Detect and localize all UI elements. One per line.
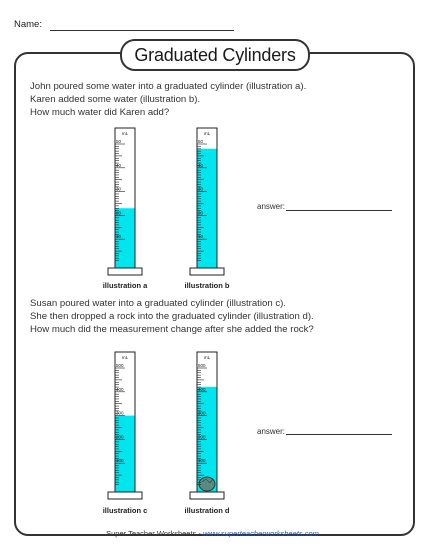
answer-label-2: answer: — [257, 427, 286, 436]
tick-label: 400 — [116, 386, 124, 392]
tick-label: 200 — [116, 434, 124, 440]
unit-label: mL — [121, 131, 129, 136]
answer-label-1: answer: — [257, 202, 286, 211]
name-line[interactable] — [50, 30, 234, 31]
caption-a: illustration a — [102, 281, 148, 290]
problem-line: Susan poured water into a graduated cylinder (illustration c). — [30, 298, 286, 309]
tick-label: 400 — [198, 386, 206, 392]
cylinder-c — [105, 350, 145, 502]
tick-label: 300 — [116, 410, 124, 416]
title-box — [120, 39, 310, 71]
tick-label: 20 — [198, 210, 204, 216]
cylinder-d — [187, 350, 227, 502]
tick-label: 10 — [198, 234, 204, 240]
rock — [199, 477, 215, 491]
problem-line: She then dropped a rock into the graduated cylinder (illustration d). — [30, 310, 314, 322]
tick-label: 50 — [116, 139, 122, 144]
cylinder-base — [190, 492, 224, 499]
name-label: Name: — [14, 19, 42, 30]
problem-line: How much did the measurement change after she added the rock? — [30, 323, 314, 335]
problem-line: How much water did Karen add? — [30, 106, 170, 118]
cylinder-a — [105, 126, 145, 278]
name-row — [14, 19, 42, 30]
problem-line: John poured some water into a graduated cylinder (illustration a). — [30, 81, 307, 92]
footer — [0, 529, 425, 538]
answer-line-1[interactable] — [286, 210, 392, 211]
tick-label: 40 — [198, 162, 204, 168]
page-title: Graduated Cylinders — [134, 45, 296, 65]
cylinder-b — [187, 126, 227, 278]
tick-label: 30 — [198, 186, 204, 192]
tick-label: 20 — [116, 210, 122, 216]
cylinder-base — [108, 268, 142, 275]
caption-c: illustration c — [102, 506, 148, 515]
tick-label: 500 — [198, 363, 206, 368]
unit-label: mL — [203, 131, 211, 136]
tick-label: 200 — [198, 434, 206, 440]
footer-url[interactable]: www.superteacherworksheets.com — [202, 529, 319, 538]
tick-label: 40 — [116, 162, 122, 168]
unit-label: mL — [121, 355, 129, 360]
answer-line-2[interactable] — [286, 434, 392, 435]
tick-label: 50 — [198, 139, 204, 144]
problem-1-text — [30, 81, 306, 119]
unit-label: mL — [203, 355, 211, 360]
cylinder-base — [108, 492, 142, 499]
tick-label: 100 — [198, 458, 206, 464]
cylinder-base — [190, 268, 224, 275]
tick-label: 10 — [116, 234, 122, 240]
tick-label: 100 — [116, 458, 124, 464]
tick-label: 300 — [198, 410, 206, 416]
footer-text: Super Teacher Worksheets - — [106, 529, 203, 538]
tick-label: 30 — [116, 186, 122, 192]
caption-d: illustration d — [184, 506, 230, 515]
tick-label: 500 — [116, 363, 124, 368]
caption-b: illustration b — [184, 281, 230, 290]
problem-line: Karen added some water (illustration b). — [30, 93, 201, 105]
problem-2-text — [30, 298, 314, 336]
